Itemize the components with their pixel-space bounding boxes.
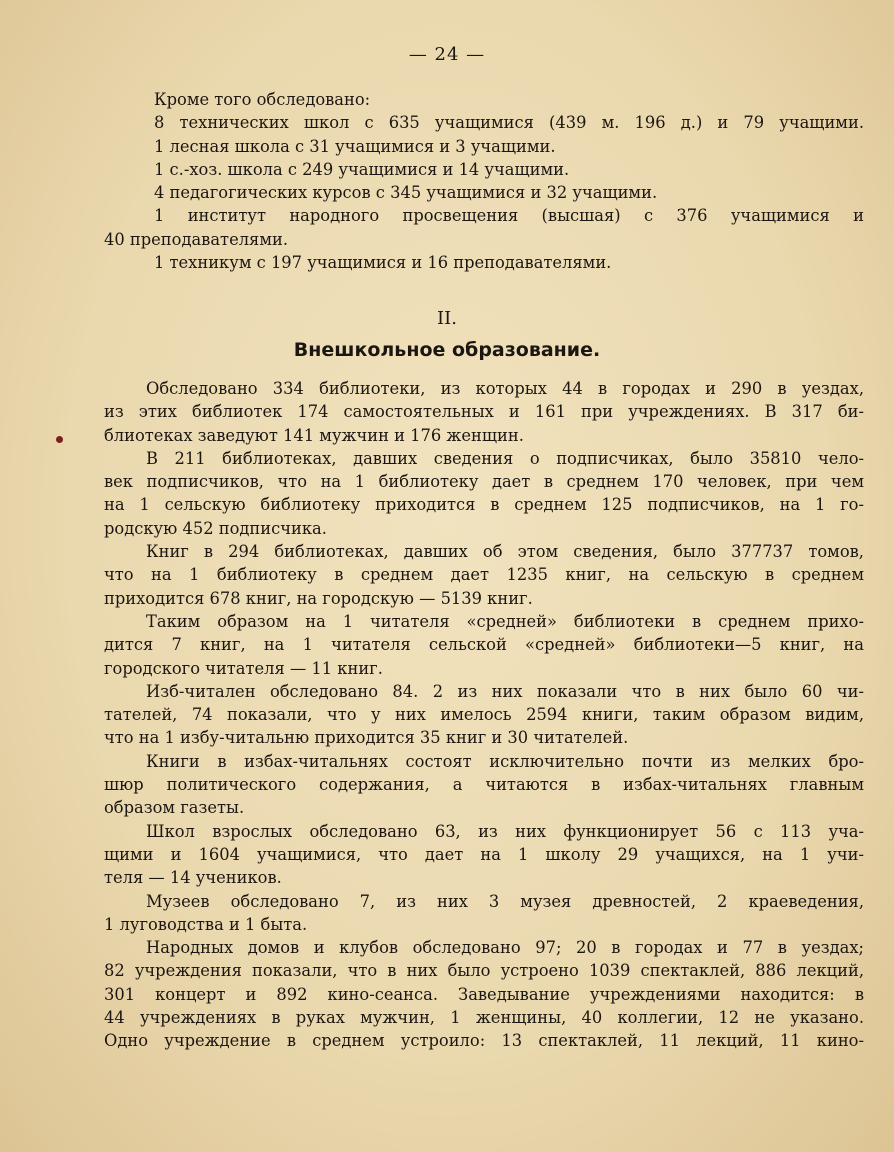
body-line: Народных домов и клубов обследовано 97; 20 в городах и 77 в уездах; <box>146 938 864 958</box>
body-line: Таким образом на 1 читателя «средней» библиотеки в среднем прихо- <box>146 611 864 631</box>
body-line: что на 1 избу-читальню приходится 35 книг и 30 читателей. <box>104 728 629 748</box>
body-line: 44 учреждениях в руках мужчин, 1 женщины, 40 коллегии, 12 не указано. <box>104 1008 864 1028</box>
intro-line: 8 технических школ с 635 учащимися (439 м. 196 д.) и 79 учащими. <box>154 113 864 133</box>
body-text <box>104 377 864 1053</box>
body-line: приходится 678 книг, на городскую — 5139 книг. <box>104 588 533 608</box>
intro-line: 1 с.-хоз. школа с 249 учащимися и 14 учащими. <box>154 159 570 179</box>
body-line: век подписчиков, что на 1 библиотеку дает в среднем 170 человек, при чем <box>104 472 864 492</box>
body-line: Одно учреждение в среднем устроило: 13 спектаклей, 11 лекций, 11 кино- <box>104 1031 864 1051</box>
body-line: Книги в избах-читальнях состоят исключительно почти из мелких бро- <box>146 751 864 771</box>
body-line: городского читателя — 11 книг. <box>104 658 383 678</box>
body-line: Обследовано 334 библиотеки, из которых 44 в городах и 290 в уездах, <box>146 379 864 398</box>
body-line: тателей, 74 показали, что у них имелось 2594 книги, таким образом видим, <box>104 705 864 725</box>
intro-line: 1 техникум с 197 учащимися и 16 преподавателями. <box>154 253 612 273</box>
body-line: щими и 1604 учащимися, что дает на 1 школу 29 учащихся, на 1 учи- <box>104 844 864 864</box>
body-line: родскую 452 подписчика. <box>104 518 327 538</box>
body-line: теля — 14 учеников. <box>104 868 282 888</box>
intro-block <box>104 88 864 274</box>
body-line: блиотеках заведуют 141 мужчин и 176 женщин. <box>104 425 524 445</box>
intro-line: 1 институт народного просвещения (высшая) с 376 учащимися и <box>154 206 864 226</box>
body-line: 82 учреждения показали, что в них было устроено 1039 спектаклей, 886 лекций, <box>104 961 864 981</box>
body-line: образом газеты. <box>104 798 245 818</box>
body-line: на 1 сельскую библиотеку приходится в среднем 125 подписчиков, на 1 го- <box>104 495 864 515</box>
body-line: Музеев обследовано 7, из них 3 музея древностей, 2 краеведения, <box>146 891 864 911</box>
body-line: Школ взрослых обследовано 63, из них функционирует 56 с 113 уча- <box>146 821 864 841</box>
body-line: 1 луговодства и 1 быта. <box>104 914 308 934</box>
ink-spot <box>56 436 63 443</box>
intro-line: 1 лесная школа с 31 учащимися и 3 учащими. <box>154 136 556 156</box>
body-line: Книг в 294 библиотеках, давших об этом сведения, было 377737 томов, <box>146 542 864 562</box>
body-line: что на 1 библиотеку в среднем дает 1235 книг, на сельскую в среднем <box>104 565 864 585</box>
section-title: Внешкольное образование. <box>293 339 601 361</box>
intro-lead: Кроме того обследовано: <box>154 90 371 109</box>
intro-line: 4 педагогических курсов с 345 учащимися и 32 учащими. <box>154 183 658 203</box>
body-line: шюр политического содержания, а читаются в избах-читальнях главным <box>104 775 864 795</box>
body-line: В 211 библиотеках, давших сведения о подписчиках, было 35810 чело- <box>146 448 864 468</box>
page-number: — 24 — <box>408 44 486 65</box>
intro-line: 40 преподавателями. <box>104 229 289 249</box>
body-line: Изб-читален обследовано 84. 2 из них показали что в них было 60 чи- <box>146 681 864 701</box>
body-line: 301 концерт и 892 кино-сеанса. Заведывание учреждениями находится: в <box>104 984 864 1004</box>
section-number: II. <box>437 308 457 329</box>
body-line: из этих библиотек 174 самостоятельных и 161 при учреждениях. В 317 би- <box>104 402 864 422</box>
body-line: дится 7 книг, на 1 читателя сельской «средней» библиотеки—5 книг, на <box>104 635 864 655</box>
